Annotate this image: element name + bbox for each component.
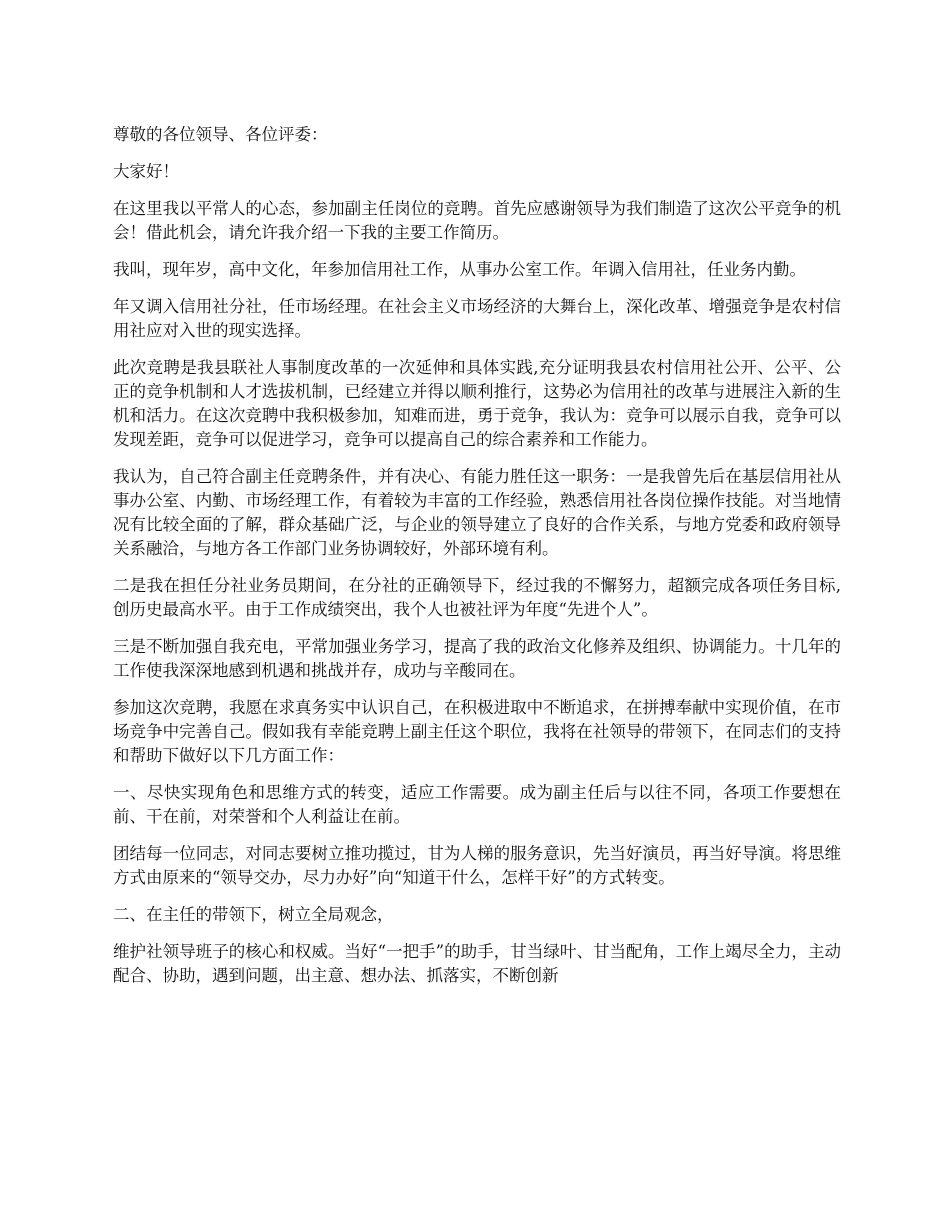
paragraph: 我认为，自己符合副主任竞聘条件，并有决心、有能力胜任这一职务：一是我曾先后在基层信用社从事办公室、内勤、市场经理工作，有着较为丰富的工作经验，熟悉信用社各岗位操作技能。对当地情况有比较全面的了解，群众基础广泛，与企业的领导建立了良好的合作关系，与地方党委和政府领导关系融洽，与地方各工作部门业务协调较好，外部环境有利。	[113, 467, 841, 558]
paragraph: 一、尽快实现角色和思维方式的转变，适应工作需要。成为副主任后与以往不同，各项工作要想在前、干在前，对荣誉和个人利益让在前。	[113, 783, 841, 826]
paragraph: 我叫，现年岁，高中文化，年参加信用社工作，从事办公室工作。年调入信用社，任业务内勤。	[113, 260, 806, 279]
paragraph: 团结每一位同志，对同志要树立推功揽过，甘为人梯的服务意识，先当好演员，再当好导演。将思维方式由原来的“领导交办，尽力办好”向“知道干什么，怎样干好”的方式转变。	[113, 844, 841, 887]
paragraph: 此次竞聘是我县联社人事制度改革的一次延伸和具体实践,充分证明我县农村信用社公开、公平、公正的竞争机制和人才选拔机制，已经建立并得以顺利推行，这势必为信用社的改革与进展注入新的生机和活力。在这次竞聘中我积极参加，知难而进，勇于竞争，我认为：竞争可以展示自我，竞争可以发现差距，竞争可以促进学习，竞争可以提高自己的综合素养和工作能力。	[113, 358, 841, 449]
salutation: 尊敬的各位领导、各位评委：	[113, 125, 328, 144]
paragraph: 维护社领导班子的核心和权威。当好“一把手”的助手，甘当绿叶、甘当配角，工作上竭尽全力，主动配合、协助，遇到问题，出主意、想办法、抓落实，不断创新	[113, 942, 841, 985]
paragraph: 在这里我以平常人的心态，参加副主任岗位的竞聘。首先应感谢领导为我们制造了这次公平竞争的机会！借此机会，请允许我介绍一下我的主要工作简历。	[113, 199, 841, 242]
greeting: 大家好！	[113, 162, 179, 181]
paragraph: 三是不断加强自我充电，平常加强业务学习，提高了我的政治文化修养及组织、协调能力。十几年的工作使我深深地感到机遇和挑战并存，成功与辛酸同在。	[113, 637, 841, 680]
paragraph: 年又调入信用社分社，任市场经理。在社会主义市场经济的大舞台上，深化改革、增强竞争是农村信用社应对入世的现实选择。	[113, 297, 841, 340]
paragraph: 参加这次竞聘，我愿在求真务实中认识自己，在积极进取中不断追求，在拼搏奉献中实现价值，在市场竞争中完善自己。假如我有幸能竞聘上副主任这个职位，我将在社领导的带领下，在同志们的支持和帮助下做好以下几方面工作：	[113, 698, 841, 765]
document-body	[113, 123, 841, 1001]
paragraph: 二是我在担任分社业务员期间，在分社的正确领导下，经过我的不懈努力，超额完成各项任务目标,创历史最高水平。由于工作成绩突出，我个人也被社评为年度“先进个人”。	[113, 576, 841, 619]
paragraph: 二、在主任的带领下，树立全局观念，	[113, 905, 394, 924]
